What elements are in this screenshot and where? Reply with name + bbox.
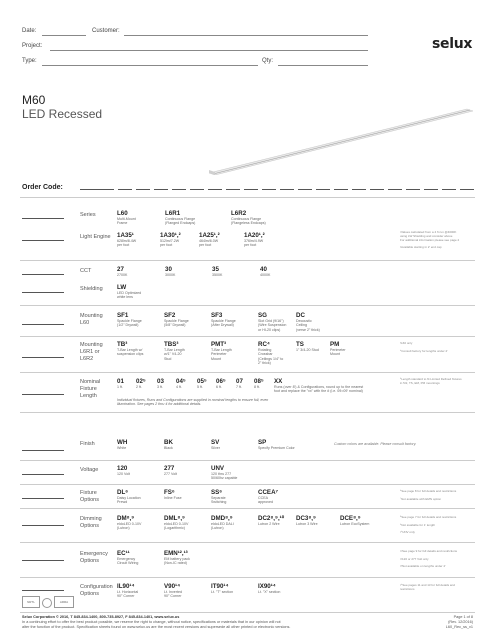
series-option-l6r1: L6R1 Continuous Flange (Flanged Endcaps) — [165, 210, 196, 226]
length-remark: Individual fixtures, Runs and Configurations are supplied in nominal lengths to ensure full, even illumination. See pages 2 thru 4 for additional details. — [117, 398, 269, 407]
series-label: Series — [80, 212, 96, 218]
mounting-l60-option: DC Decoustic Ceiling (verse 2" thick) — [296, 312, 320, 332]
divider — [20, 577, 475, 578]
configuration-options-notes: ¹⁴See pages 11 and 13 for full details and restrictions — [400, 583, 455, 591]
mounting-l60-option: SG Slot Grid (9/16") (Wire Suspension or HI-20 clips) — [258, 312, 287, 332]
footer-company: Selux Corporation © 2016, T 845-834-1400, 800-735-8927, F 845-834-1401, www.selux.us — [22, 615, 180, 619]
light-engine-label: Light Engine — [80, 234, 111, 240]
mounting-l6r-option: TBS³ T-Bar Length w/1" V4-20 Stud — [164, 341, 185, 361]
dimming-options-notes: ⁸See page 7 for full details and restrictions ⁹Not available for 1' length ¹⁰UNV only — [400, 515, 457, 535]
fixture-option: SS⁶ Separate Switching — [211, 489, 227, 505]
shielding-entry-line[interactable] — [22, 292, 64, 293]
mounting-l6r-option: PMT³ T-Bar Length Perimeter Mount — [211, 341, 232, 361]
order-code-slot[interactable] — [388, 189, 402, 190]
footer-page-info — [446, 615, 473, 630]
mounting-l6r-label: Mounting L6R1 or L6R2 — [80, 342, 103, 362]
configuration-option: IX90¹⁴ Lt. "X" section — [258, 583, 281, 594]
mounting-l6r-option: RC⁴ Rotating Crossbar (Ceilings 1/4" to 2" thick) — [258, 341, 284, 366]
order-code-slot[interactable] — [424, 189, 438, 190]
mounting-l60-option: SF1 Spackle Flange (1/2" Drywall) — [117, 312, 142, 328]
length-option: 01 1 ft. — [117, 378, 124, 389]
light-engine-option: 1A25¹,² 464lm/6.0W per foot — [199, 232, 220, 248]
order-code-slot[interactable] — [80, 189, 114, 190]
light-engine-option: 1A30¹,² 512lm/7.2W per foot — [160, 232, 181, 248]
order-code-slot[interactable] — [460, 189, 474, 190]
order-code-slot[interactable] — [280, 189, 294, 190]
length-label: Nominal Fixture Length — [80, 379, 101, 399]
dimming-option: DMD⁸,⁹ eldoLED DALI (Lutron) — [211, 515, 234, 531]
voltage-entry-line[interactable] — [22, 474, 64, 475]
order-code-slot[interactable] — [208, 189, 222, 190]
voltage-option: 277 277 Volt — [164, 465, 177, 476]
order-code-slot[interactable] — [298, 189, 312, 190]
footer-text — [22, 615, 412, 630]
mounting-l6r-notes: ³L60 only ⁴Consult factory for lengths under 2' — [400, 341, 448, 353]
cct-option: 27 2700K — [117, 266, 128, 277]
mounting-l60-option: SF2 Spackle Flange (5/8" Drywall) — [164, 312, 189, 328]
order-code-slot[interactable] — [406, 189, 420, 190]
order-code-slot[interactable] — [172, 189, 186, 190]
footer-divider — [20, 612, 475, 613]
configuration-option: IL90¹⁴ Lt. Horizontal 90° Corner — [117, 583, 139, 599]
cct-label: CCT — [80, 268, 92, 274]
mounting-l60-option: SF3 Spackle Flange (After Drywall) — [211, 312, 236, 328]
shielding-label: Shielding — [80, 286, 103, 292]
selux-logo: selux — [432, 36, 473, 52]
length-entry-line[interactable] — [22, 394, 64, 395]
cct-entry-line[interactable] — [22, 274, 64, 275]
divider — [20, 336, 475, 337]
dimming-option: DC3⁸,⁹ Lutron 3 Wire — [296, 515, 318, 526]
customer-field[interactable] — [124, 35, 368, 36]
order-code-slot[interactable] — [226, 189, 240, 190]
fixture-options-entry-line[interactable] — [22, 498, 64, 499]
voltage-option: UNV 120 thru 277 50/60hz capable — [211, 465, 238, 481]
revision: (Rev. 12/2016) — [448, 620, 473, 624]
dimming-options-entry-line[interactable] — [22, 525, 64, 526]
light-engine-entry-line[interactable] — [22, 240, 64, 241]
dimming-option: DCE⁸,⁹ Lutron EcoSystem — [340, 515, 370, 526]
customer-label: Customer: — [92, 28, 120, 34]
product-subtitle: LED Recessed — [22, 107, 103, 121]
order-code-slot[interactable] — [352, 189, 366, 190]
series-option-l60: L60 Multi-Mount Frame — [117, 210, 136, 226]
finish-label: Finish — [80, 441, 95, 447]
type-label: Type: — [22, 58, 37, 64]
divider — [20, 260, 475, 261]
order-code-slot[interactable] — [190, 189, 204, 190]
mounting-l6r-entry-line[interactable] — [22, 357, 64, 358]
order-code-slot[interactable] — [136, 189, 150, 190]
length-option: 06⁵ 6 ft. — [216, 378, 226, 389]
divider — [20, 412, 475, 413]
configuration-options-label: Configuration Options — [80, 584, 113, 597]
dimming-option: DML⁸,⁹ eldoLED 0-10V (Logarithmic) — [164, 515, 189, 531]
dimming-option: DM⁸,⁹ eldoLED 0-10V (Lutron) — [117, 515, 142, 531]
length-option: 05⁵ 5 ft. — [197, 378, 207, 389]
light-engine-option: 1A35¹ 628lm/8.4W per foot — [117, 232, 137, 248]
emergency-options-entry-line[interactable] — [22, 560, 64, 561]
finish-option: WH White — [117, 439, 128, 450]
shielding-option: LW LED Optimized white lens — [117, 284, 142, 300]
emergency-options-notes: ¹¹See page 9 for full details and restrictions ¹²120 or 277 Volt only ¹³Not available on lengths under 4' — [400, 549, 458, 569]
mounting-l60-entry-line[interactable] — [22, 324, 64, 325]
fixture-options-notes: ⁶See page 8 for full details and restrictions ⁷Not available with EMN option — [400, 489, 457, 501]
configuration-option: IT90¹⁴ Lt. "T" section — [211, 583, 234, 594]
divider — [20, 542, 475, 543]
emergency-option: EC¹¹ Emergency Circuit Wiring — [117, 550, 139, 566]
project-field[interactable] — [50, 50, 368, 51]
order-code-slot[interactable] — [316, 189, 330, 190]
fixture-options-label: Fixture Options — [80, 490, 99, 503]
qty-field[interactable] — [278, 65, 368, 66]
divider — [20, 372, 475, 373]
project-label: Project: — [22, 43, 43, 49]
order-code-slot[interactable] — [262, 189, 276, 190]
emergency-options-label: Emergency Options — [80, 551, 108, 564]
order-code-slot[interactable] — [370, 189, 384, 190]
finish-option: BK Black — [164, 439, 173, 450]
order-code-slot[interactable] — [118, 189, 132, 190]
length-notes: ⁵Length standard to fit Limited Defined fixtures in 5/2, TS, EM, PM mountings — [400, 377, 462, 385]
cct-option: 35 3500K — [212, 266, 223, 277]
order-code-slot[interactable] — [244, 189, 258, 190]
type-field[interactable] — [42, 65, 258, 66]
divider — [20, 460, 475, 461]
finish-entry-line[interactable] — [22, 450, 64, 451]
length-option: 07 7 ft. — [236, 378, 243, 389]
order-code-slot[interactable] — [334, 189, 348, 190]
mounting-l6r-option: TS 1" 3/4-20 Stud — [296, 341, 319, 352]
order-code-slot[interactable] — [154, 189, 168, 190]
emergency-option: EMN¹²,¹³ EM battery pack (Non-IC rated) — [164, 550, 190, 566]
configuration-options-entry-line[interactable] — [22, 590, 64, 591]
voltage-option: 120 120 Volt — [117, 465, 130, 476]
divider — [20, 197, 475, 198]
configuration-option: V90¹⁴ Lt. Inverted 90° Corner — [164, 583, 182, 599]
footer-disclaimer: In a continuing effort to offer the best product possible, we reserve the right to change, without notice, specifications or materials that in our opinion will not — [22, 620, 281, 624]
fixture-option: DL⁶ Daisy Location Prewd — [117, 489, 141, 505]
document-id: L60_Rec_ss_v1 — [445, 625, 473, 629]
light-engine-notes: ¹Values calculated from a 4 ft run @4000K using LW Shielding and consider above For additional information please see page 2 ²Available starting in 2' end cap — [400, 230, 460, 250]
date-label: Date: — [22, 28, 37, 34]
finish-option: SP Specify Premium Color — [258, 439, 295, 450]
length-option: XX Runs (over 8') & Configurations, round up to the nearest foot and replace the "xx" with the # (i.e. 09=09' nominal) — [274, 378, 364, 394]
length-option: 02⁵ 2 ft. — [136, 378, 146, 389]
arra-logo: ARRA — [54, 596, 74, 608]
mounting-l6r-option: TB³ T-Bar Length w/ suspension clips — [117, 341, 144, 357]
order-code-label: Order Code: — [22, 184, 63, 191]
nrtl-logo: NRTL — [22, 596, 40, 608]
divider — [20, 305, 475, 306]
light-engine-option: 1A20¹,² 376lm/4.9W per foot — [244, 232, 265, 248]
certification-mark-icon — [42, 598, 52, 608]
length-option: 08⁵ 8 ft. — [254, 378, 264, 389]
fixture-image — [205, 105, 475, 175]
series-entry-line[interactable] — [22, 218, 64, 219]
length-option: 03 3 ft. — [157, 378, 164, 389]
length-option: 04⁵ 4 ft. — [176, 378, 186, 389]
order-code-slot[interactable] — [442, 189, 456, 190]
page-number: Page 1 of 8 — [453, 615, 473, 619]
dimming-options-label: Dimming Options — [80, 516, 102, 529]
cct-option: 30 3000K — [165, 266, 176, 277]
divider — [20, 484, 475, 485]
qty-label: Qty: — [262, 58, 274, 64]
footer-disclaimer: alter the function of the product. Specification sheets found on www.selux.us are the most recent versions and supersede all other printed or electronic versions. — [22, 625, 291, 629]
cct-option: 40 4000K — [260, 266, 271, 277]
fixture-option: FS⁶ Inline Fuse — [164, 489, 182, 500]
fixture-option: CCEA⁷ CCEA approved — [258, 489, 279, 505]
voltage-label: Voltage — [80, 467, 99, 473]
date-field[interactable] — [42, 35, 86, 36]
series-option-l6r2: L6R2 Continuous Flange (Flangeless Endcaps) — [231, 210, 266, 226]
mounting-l6r-option: PM Perimeter Mount — [330, 341, 346, 357]
finish-side-note: Custom colors are available. Please consult factory. — [334, 442, 417, 446]
divider — [20, 508, 475, 509]
mounting-l60-label: Mounting L60 — [80, 313, 103, 326]
product-title: M60 — [22, 93, 46, 107]
finish-option: SV Silver — [211, 439, 220, 450]
dimming-option: DC2⁸,⁹,¹⁰ Lutron 2 Wire — [258, 515, 285, 526]
